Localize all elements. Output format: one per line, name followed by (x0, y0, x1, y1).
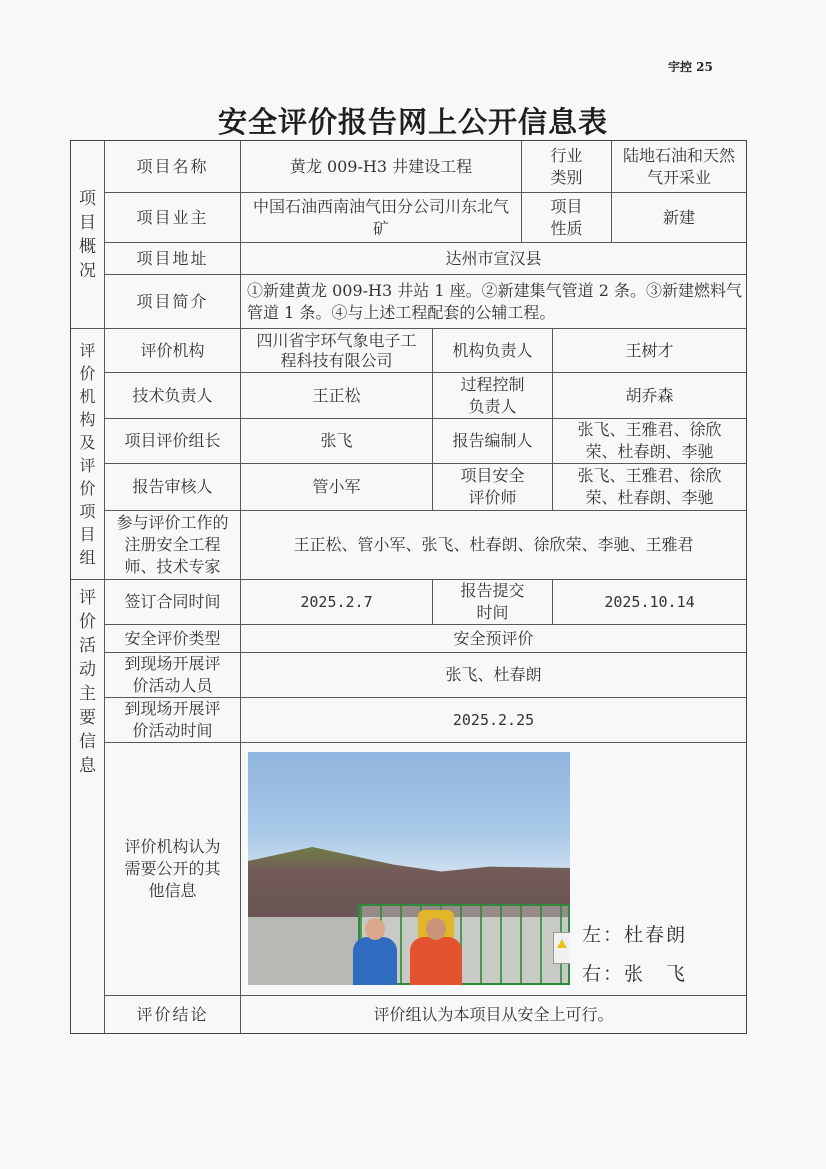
page-title: 安全评价报告网上公开信息表 (217, 105, 608, 139)
onsite-people-label: 到现场开展评价活动人员 (104, 652, 241, 698)
document-code: 宇控 25 (668, 60, 713, 74)
safety-assessor-label: 项目安全评价师 (432, 463, 553, 511)
conclusion-label: 评价结论 (104, 995, 241, 1034)
project-name-label: 项目名称 (104, 140, 241, 193)
site-photo (248, 752, 570, 985)
submit-date-label: 报告提交时间 (432, 579, 553, 625)
process-control-value: 胡乔森 (552, 372, 747, 419)
section-char: 机 (79, 387, 96, 406)
other-info-label: 评价机构认为需要公开的其他信息 (104, 742, 241, 996)
section-char: 项 (79, 502, 96, 521)
owner-value: 中国石油西南油气田分公司川东北气矿 (240, 192, 522, 243)
section-char: 要 (79, 708, 96, 728)
summary-value: ①新建黄龙 009-H3 井站 1 座。②新建集气管道 2 条。③新建燃料气管道 1 条。④与上述工程配套的公辅工程。 (240, 274, 747, 329)
section-char: 信 (79, 732, 96, 752)
section-char: 概 (79, 236, 96, 257)
contract-date-label: 签订合同时间 (104, 579, 241, 625)
contract-date-value: 2025.2.7 (240, 579, 433, 625)
conclusion-value: 评价组认为本项目从安全上可行。 (240, 995, 747, 1034)
onsite-people-value: 张飞、杜春朗 (240, 652, 747, 698)
section-char: 价 (79, 612, 96, 632)
section-char: 动 (79, 660, 96, 680)
section-char: 构 (79, 410, 96, 429)
section-char: 主 (79, 684, 96, 704)
owner-label: 项目业主 (104, 192, 241, 243)
photo-caption-right: 右：张 飞 (582, 963, 688, 985)
agency-org-label: 评价机构 (104, 328, 241, 373)
tech-lead-value: 王正松 (240, 372, 433, 419)
section-char: 及 (79, 433, 96, 452)
project-name-value: 黄龙 009-H3 井建设工程 (240, 140, 522, 193)
team-leader-value: 张飞 (240, 418, 433, 464)
reviewer-value: 管小军 (240, 463, 433, 511)
section-agency (70, 328, 105, 580)
agency-head-label: 机构负责人 (432, 328, 553, 373)
nature-value: 新建 (611, 192, 747, 243)
address-value: 达州市宣汉县 (240, 242, 747, 275)
photo-person-left (353, 937, 397, 985)
safety-assessor-value: 张飞、王雅君、徐欣荣、杜春朗、李驰 (552, 463, 747, 511)
photo-caption-left: 左：杜春朗 (582, 924, 688, 946)
section-char: 目 (79, 212, 96, 233)
section-overview (70, 140, 105, 329)
warning-sign-icon (553, 932, 570, 964)
section-char: 价 (79, 479, 96, 498)
reviewer-label: 报告审核人 (104, 463, 241, 511)
section-char: 目 (79, 525, 96, 544)
agency-org-value: 四川省宇环气象电子工程科技有限公司 (240, 328, 433, 373)
participants-value: 王正松、管小军、张飞、杜春朗、徐欣荣、李驰、王雅君 (240, 510, 747, 580)
section-char: 活 (79, 636, 96, 656)
industry-label: 行业类别 (521, 140, 612, 193)
submit-date-value: 2025.10.14 (552, 579, 747, 625)
assessment-type-label: 安全评价类型 (104, 624, 241, 653)
tech-lead-label: 技术负责人 (104, 372, 241, 419)
report-author-label: 报告编制人 (432, 418, 553, 464)
section-char: 评 (79, 588, 96, 608)
section-char: 评 (79, 456, 96, 475)
section-char: 息 (79, 756, 96, 776)
photo-person-right (410, 937, 462, 985)
photo-person-right-head (426, 918, 446, 940)
section-char: 价 (79, 364, 96, 383)
agency-head-value: 王树才 (552, 328, 747, 373)
assessment-type-value: 安全预评价 (240, 624, 747, 653)
section-char: 项 (79, 188, 96, 209)
report-author-value: 张飞、王雅君、徐欣荣、杜春朗、李驰 (552, 418, 747, 464)
nature-label: 项目性质 (521, 192, 612, 243)
onsite-time-label: 到现场开展评价活动时间 (104, 697, 241, 743)
onsite-time-value: 2025.2.25 (240, 697, 747, 743)
section-activity (70, 579, 105, 1034)
photo-person-left-head (365, 918, 385, 940)
participants-label: 参与评价工作的注册安全工程师、技术专家 (104, 510, 241, 580)
section-char: 况 (79, 260, 96, 281)
section-char: 组 (79, 548, 96, 567)
industry-value: 陆地石油和天然气开采业 (611, 140, 747, 193)
process-control-label: 过程控制负责人 (432, 372, 553, 419)
section-char: 评 (79, 341, 96, 360)
address-label: 项目地址 (104, 242, 241, 275)
team-leader-label: 项目评价组长 (104, 418, 241, 464)
summary-label: 项目简介 (104, 274, 241, 329)
